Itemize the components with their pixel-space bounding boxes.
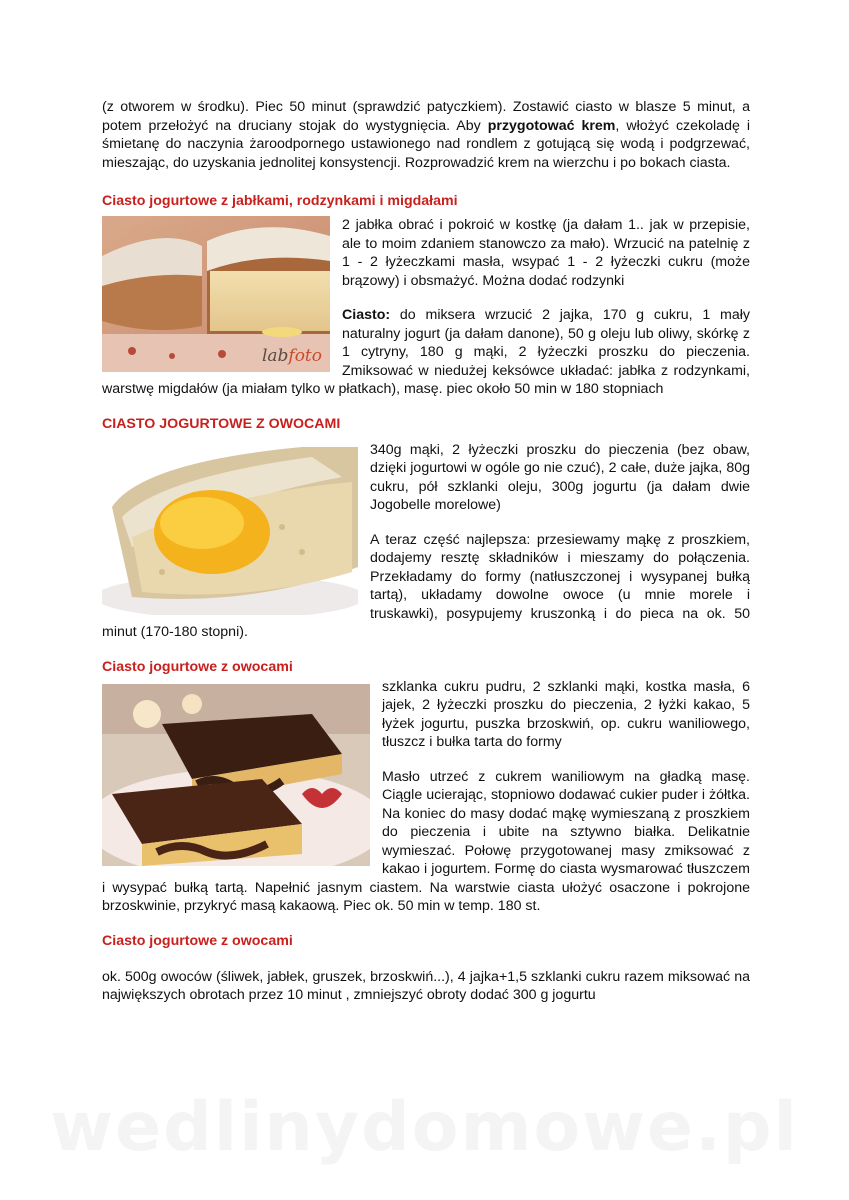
recipe-2-paragraph-2: A teraz część najlepsza: przesiewamy mąkę z proszkiem, dodajemy resztę składników i mieszamy do połączenia. Przekładamy do formy (natłuszczonej i wysypanej bułką tartą), układamy dowolne owoce (u mnie morele i truskawki), posypujemy kruszonką i do pieca na ok. 50 minut (170-180 stopni).: [102, 531, 750, 640]
intro-text-end: , włożyć czekoladę i śmietanę do naczynia żaroodpornego ustawionego nad rondlem z gotującą się wodą i podgrzewać, mieszając, do uzyskania jednolitej konsystencji. Rozprowadzić krem na wierzchu i po bokach ciasta.: [102, 117, 751, 171]
recipe-3-paragraph-2: Masło utrzeć z cukrem waniliowym na gładką masę. Ciągle ucierając, stopniowo dodawać cukier puder i żółtka. Na koniec do masy dodać mąkę wymieszaną z proszkiem do pieczenia i ubite na sztywno białka. Delikatnie wymieszać. Połowę przygotowanej masy zmiksować z kakao i jogurtem. Formę do ciasta wysmarować tłuszczem i wysypać bułką tartą. Napełnić jasnym ciastem. Na warstwie ciasta ułożyć osaczone i pokrojone brzoskwinie, przykryć masą kakaową. Piec ok. 50 min w temp. 180 st.: [102, 768, 750, 914]
recipe-section-1: [102, 192, 750, 399]
recipe-title-4: Ciasto jogurtowe z owocami: [102, 932, 293, 949]
recipe-4-paragraph-1: ok. 500g owoców (śliwek, jabłek, gruszek, brzoskwiń...), 4 jajka+1,5 szklanki cukru razem miksować na największych obrotach przez 10 minut , zmniejszyć obroty dodać 300 g jogurtu: [102, 968, 750, 1003]
intro-text: (z otworem w środku). Piec 50 minut (sprawdzić patyczkiem). Zostawić ciasto w blasze 5 minut, a potem przełożyć na druciany stojak do wystygnięcia. Aby: [102, 99, 750, 134]
cake-photo-1: [102, 216, 330, 372]
cake-photo-3: [102, 684, 370, 866]
photo-watermark: labfoto: [261, 346, 322, 366]
recipe-section-2: [102, 415, 750, 642]
recipe-section-4: [102, 932, 750, 1005]
recipe-title-3: Ciasto jogurtowe z owocami: [102, 658, 293, 675]
document-page: [102, 98, 750, 1021]
recipe-1-text: do miksera wrzucić 2 jajka, 170 g cukru, 1 mały naturalny jogurt (ja dałam danone), 50 g oleju lub oliwy, skórkę z 1 cytryny, 180 g mąki, 2 łyżeczki proszku do pieczenia. Zmiksować w niedużej keksówce układać: jabłka z rodzynkami, warstwę migdałów (ja miałam tylko w płatkach), masę. piec około 50 min w 180 stopniach: [102, 307, 750, 397]
recipe-title-2: CIASTO JOGURTOWE Z OWOCAMI: [102, 415, 341, 432]
recipe-3-paragraph-1: szklanka cukru pudru, 2 szklanki mąki, kostka masła, 6 jajek, 2 łyżeczki proszku do pieczenia, 2 łyżki kakao, 5 łyżek jogurtu, puszka brzoskwiń, op. cukru waniliowego, tłuszcz i bułka tarta do formy: [382, 678, 750, 750]
intro-paragraph: [102, 98, 750, 172]
recipe-1-bold-label: Ciasto:: [342, 307, 391, 323]
recipe-title-1: Ciasto jogurtowe z jabłkami, rodzynkami i migdałami: [102, 193, 458, 209]
intro-bold-text: przygotować krem: [487, 117, 616, 134]
cake-photo-2: [102, 447, 358, 615]
apricot-cake-image: [102, 447, 358, 615]
recipe-2-paragraph-1: 340g mąki, 2 łyżeczki proszku do pieczenia (bez obaw, dzięki jogurtowi w ogóle go nie czuć), 2 całe, duże jajka, 80g cukru, pół szklanki oleju, 300g jogurtu (ja dałam dwie Jogobelle morelowe): [370, 441, 750, 513]
marble-peach-cake-image: [102, 684, 370, 866]
recipe-section-3: [102, 658, 750, 916]
site-watermark: wedlinydomowe.pl: [50, 1088, 799, 1167]
recipe-1-paragraph-1: 2 jabłka obrać i pokroić w kostkę (ja dałam 1.. jak w przepisie, ale to moim zdaniem stanowczo za mało). Wrzucić na patelnię z 1 - 2 łyżeczkami masła, wsypać 1 - 2 łyżeczki cukru (może brązowy) i obsmażyć. Można dodać rodzynki: [342, 217, 750, 289]
